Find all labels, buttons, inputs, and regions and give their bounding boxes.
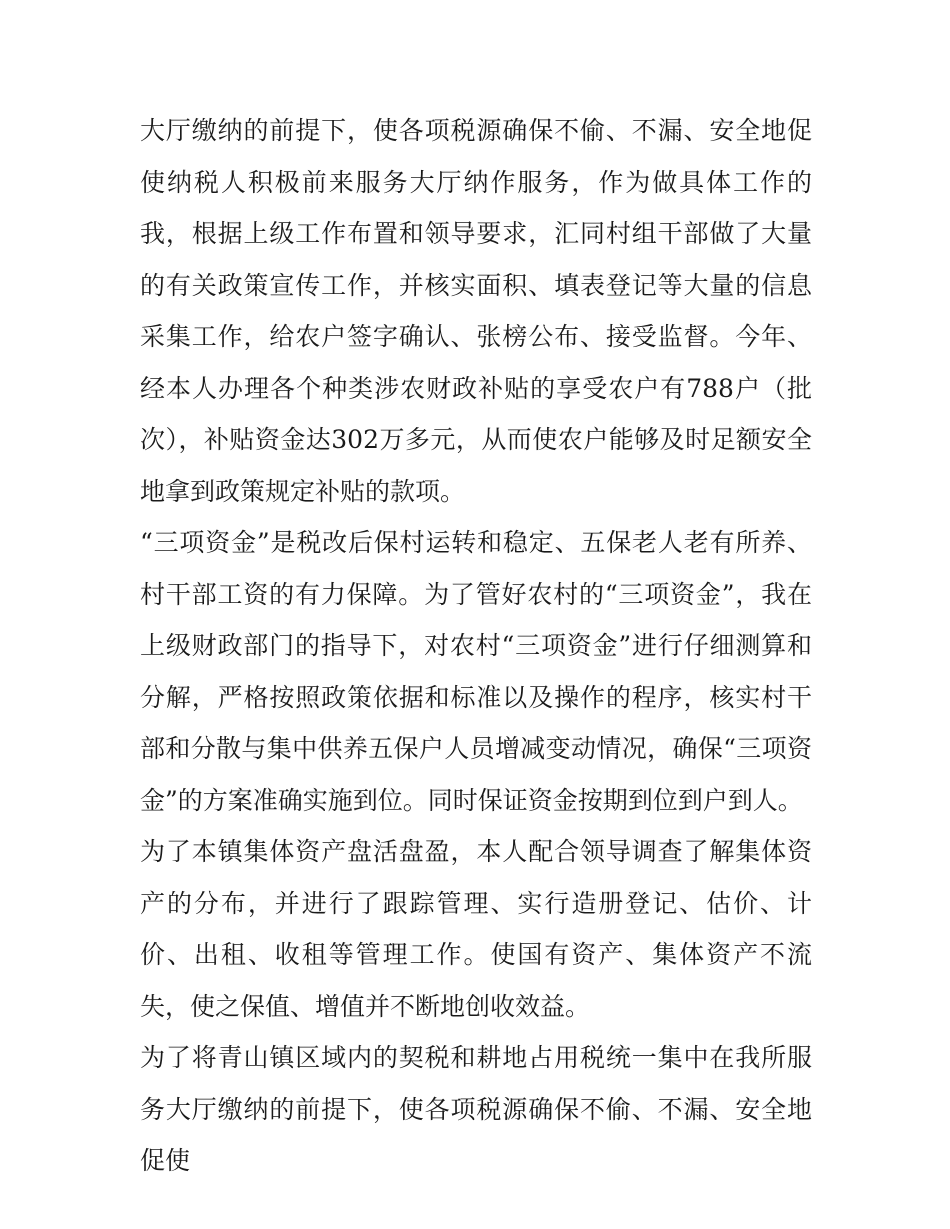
paragraph-collective-assets: 为了本镇集体资产盘活盘盈，本人配合领导调查了解集体资产的分布，并进行了跟踪管理、实行造册登记、估价、计价、出租、收租等管理工作。使国有资产、集体资产不流失，使之保值、增值并不断地创收效益。 bbox=[140, 837, 812, 1021]
document-body bbox=[140, 105, 812, 1187]
paragraph-three-funds: “三项资金”是税改后保村运转和稳定、五保老人老有所养、村干部工资的有力保障。为了管好农村的“三项资金”，我在上级财政部门的指导下，对农村“三项资金”进行仔细测算和分解，严格按照政策依据和标准以及操作的程序，核实村干部和分散与集中供养五保户人员增减变动情况，确保“三项资金”的方案准确实施到位。同时保证资金按期到位到户到人。 bbox=[140, 528, 812, 815]
paragraph-subsidy-work: 大厅缴纳的前提下，使各项税源确保不偷、不漏、安全地促使纳税人积极前来服务大厅纳作服务，作为做具体工作的我，根据上级工作布置和领导要求，汇同村组干部做了大量的有关政策宣传工作，并核实面积、填表登记等大量的信息采集工作，给农户签字确认、张榜公布、接受监督。今年、经本人办理各个种类涉农财政补贴的享受农户有788户（批次），补贴资金达302万多元，从而使农户能够及时足额安全地拿到政策规定补贴的款项。 bbox=[140, 116, 812, 506]
paragraph-deed-tax: 为了将青山镇区域内的契税和耕地占用税统一集中在我所服务大厅缴纳的前提下，使各项税源确保不偷、不漏、安全地促使 bbox=[140, 1043, 812, 1175]
